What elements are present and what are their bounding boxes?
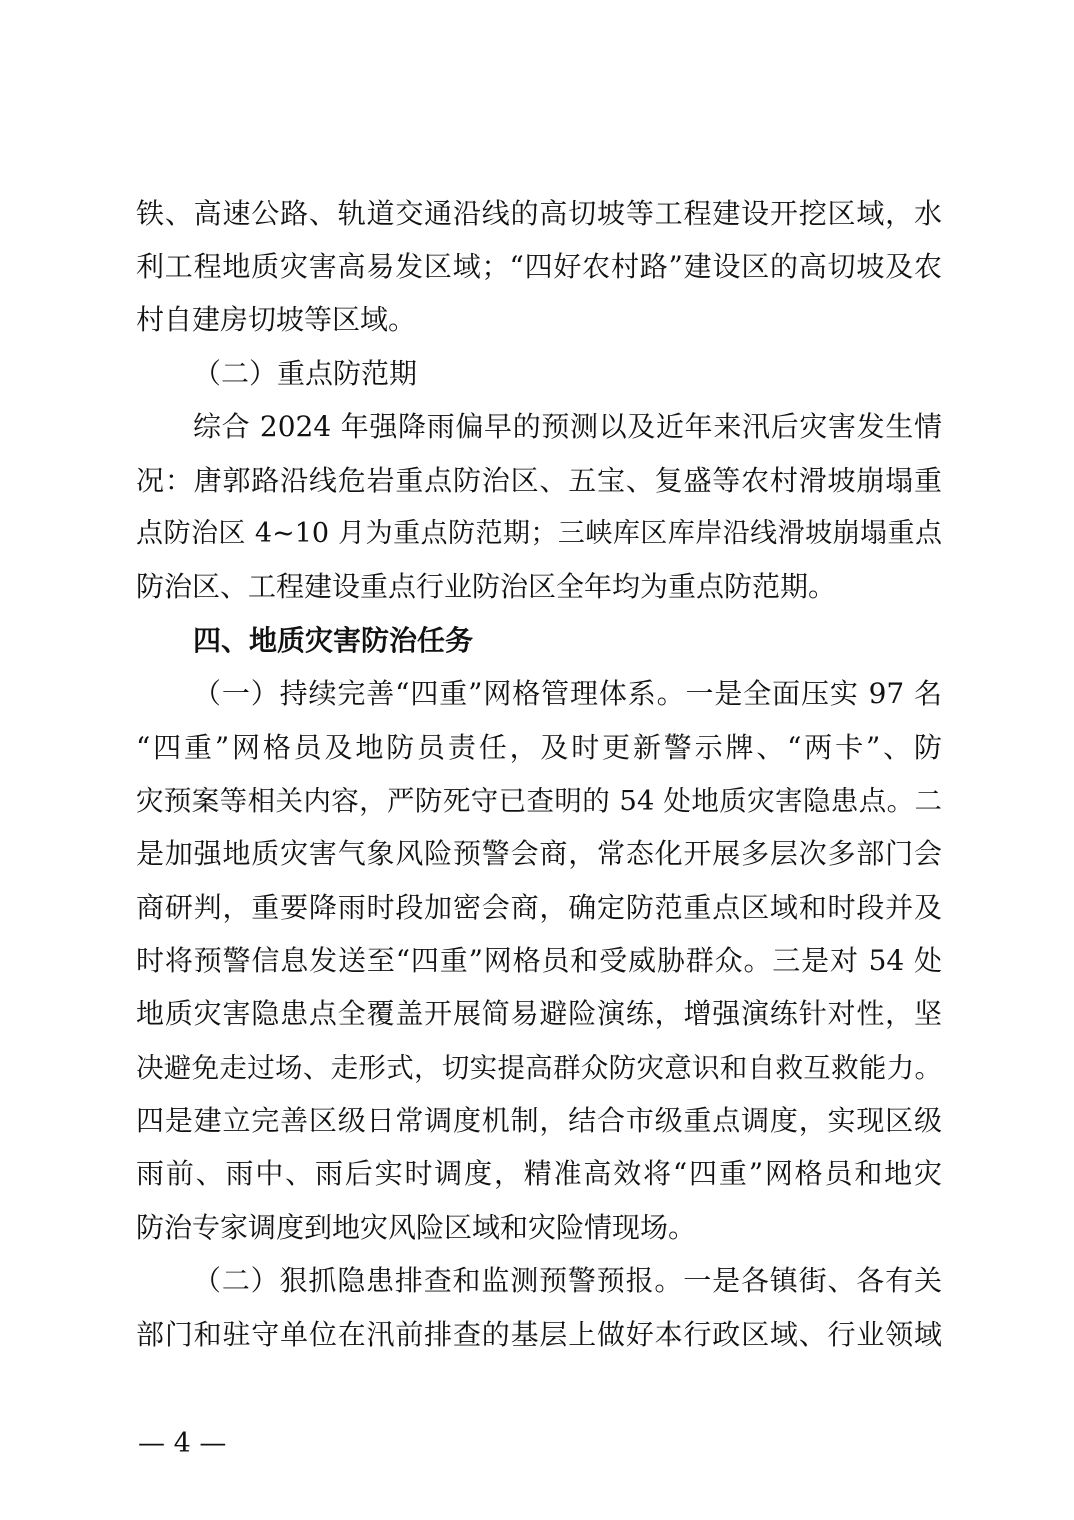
paragraph-line: 雨前、雨中、雨后实时调度，精准高效将“四重”网格员和地灾 <box>136 1157 942 1190</box>
paragraph-line: 四是建立完善区级日常调度机制，结合市级重点调度，实现区级 <box>136 1104 942 1137</box>
paragraph-line: 时将预警信息发送至“四重”网格员和受威胁群众。三是对 54 处 <box>136 944 942 977</box>
paragraph-line: 综合 2024 年强降雨偏早的预测以及近年来汛后灾害发生情 <box>193 410 942 443</box>
paragraph-line: 商研判，重要降雨时段加密会商，确定防范重点区域和时段并及 <box>136 891 942 924</box>
paragraph-line: 地质灾害隐患点全覆盖开展简易避险演练，增强演练针对性，坚 <box>136 997 942 1030</box>
paragraph-line: 决避免走过场、走形式，切实提高群众防灾意识和自救互救能力。 <box>136 1052 942 1084</box>
paragraph-line: 村自建房切坡等区域。 <box>136 303 417 336</box>
page-number: — 4 — <box>138 1428 227 1459</box>
paragraph-line: 部门和驻守单位在汛前排查的基层上做好本行政区域、行业领域 <box>136 1318 942 1351</box>
paragraph-line: 铁、高速公路、轨道交通沿线的高切坡等工程建设开挖区域，水 <box>136 197 942 230</box>
paragraph-line: 利工程地质灾害高易发区域；“四好农村路”建设区的高切坡及农 <box>136 250 942 283</box>
paragraph-line: 况：唐郭路沿线危岩重点防治区、五宝、复盛等农村滑坡崩塌重 <box>136 464 942 497</box>
paragraph-line: 灾预案等相关内容，严防死守已查明的 54 处地质灾害隐患点。二 <box>136 785 942 817</box>
paragraph-line: 防治区、工程建设重点行业防治区全年均为重点防范期。 <box>136 570 837 603</box>
paragraph-line: 点防治区 4~10 月为重点防范期；三峡库区库岸沿线滑坡崩塌重点 <box>136 518 942 549</box>
section-heading: 四、地质灾害防治任务 <box>193 624 474 657</box>
paragraph-line: “四重”网格员及地防员责任，及时更新警示牌、“两卡”、防 <box>136 731 942 764</box>
paragraph-line: 防治专家调度到地灾风险区域和灾险情现场。 <box>136 1211 697 1244</box>
paragraph-line: （一）持续完善“四重”网格管理体系。一是全面压实 97 名 <box>193 677 942 710</box>
paragraph-line: （二）狠抓隐患排查和监测预警预报。一是各镇街、各有关 <box>193 1264 942 1297</box>
paragraph-line: 是加强地质灾害气象风险预警会商，常态化开展多层次多部门会 <box>136 837 942 870</box>
subsection-heading: （二）重点防范期 <box>193 357 418 390</box>
